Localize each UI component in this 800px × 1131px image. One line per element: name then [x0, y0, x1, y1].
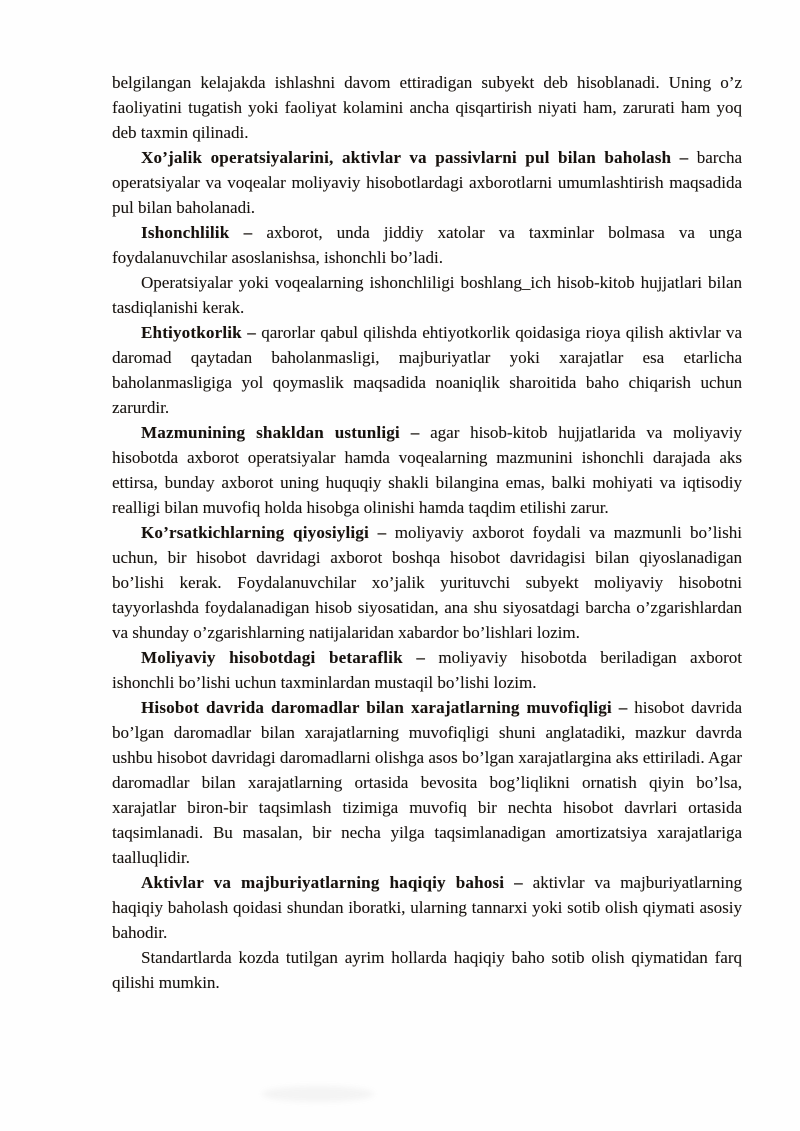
paragraph-text: Standartlarda kozda tutilgan ayrim hollarda haqiqiy baho sotib olish qiymatidan farq qilishi mumkin. [112, 948, 742, 992]
paragraph [112, 945, 742, 995]
paragraph [112, 645, 742, 695]
paragraph-text: hisobot davrida bo’lgan daromadlar bilan xarajatlarning muvofiqligi shuni anglatadiki, mazkur davrda ushbu hisobot davridagi daromadlarni olishga asos bo’lgan xarajatlargina aks ettiriladi. Agar daromadlar bilan xarajatlarning ortasida bevosita bog’liqlikni ornatish qiyin bo’lsa, xarajatlar biron-bir taqsimlash tizimiga muvofiq bir nechta hisobot davrlari ortasida taqsimlanadi. Bu masalan, bir necha yilga taqsimlanadigan amortizatsiya xarajatlariga taalluqlidir. [112, 698, 742, 867]
paragraph [112, 695, 742, 870]
paragraph-text: belgilangan kelajakda ishlashni davom ettiradigan subyekt deb hisoblanadi. Uning o’z faoliyatini tugatish yoki faoliyat kolamini ancha qisqartirish niyati ham, zarurati ham yoq deb taxmin qilinadi. [112, 73, 742, 142]
paragraph-text: agar hisob-kitob hujjatlarida va moliyaviy hisobotda axborot operatsiyalar hamda voqealarning mazmunini ishonchli darajada aks ettirsa, bunday axborot uning huquqiy shakli bilangina emas, balki mohiyati va iqtisodiy realligi bilan muvofiq holda hisobga olinishi hamda taqdim etilishi zarur. [112, 423, 742, 517]
paragraph [112, 870, 742, 945]
paragraph-text: moliyaviy hisobotda beriladigan axborot ishonchli bo’lishi uchun taxminlardan mustaqil bo’lishi lozim. [112, 648, 742, 692]
paragraph-lead: Hisobot davrida daromadlar bilan xarajatlarning muvofiqligi – [141, 698, 628, 717]
paragraph [112, 420, 742, 520]
paragraph [112, 320, 742, 420]
paragraph-lead: Aktivlar va majburiyatlarning haqiqiy bahosi – [141, 873, 523, 892]
paragraph-lead: Mazmunining shakldan ustunligi – [141, 423, 420, 442]
paragraph [112, 270, 742, 320]
paragraph [112, 145, 742, 220]
paragraph [112, 70, 742, 145]
paragraph [112, 520, 742, 645]
paragraph-text: barcha operatsiyalar va voqealar moliyaviy hisobotlardagi axborotlarni umumlashtirish maqsadida pul bilan baholanadi. [112, 148, 742, 217]
paragraph-lead: Ko’rsatkichlarning qiyosiyligi – [141, 523, 387, 542]
paragraph-text: qarorlar qabul qilishda ehtiyotkorlik qoidasiga rioya qilish aktivlar va daromad qaytadan baholanmasligi, majburiyatlar yoki xarajatlar esa etarlicha baholanmasligiga yol qoymaslik maqsadida noaniqlik sharoitida baho chiqarish uchun zarurdir. [112, 323, 742, 417]
scan-smudge-artifact [262, 1086, 374, 1102]
paragraph [112, 220, 742, 270]
paragraph-lead: Xo’jalik operatsiyalarini, aktivlar va passivlarni pul bilan baholash – [141, 148, 689, 167]
paragraph-text: Operatsiyalar yoki voqealarning ishonchliligi boshlang_ich hisob-kitob hujjatlari bilan tasdiqlanishi kerak. [112, 273, 742, 317]
paragraph-lead: Moliyaviy hisobotdagi betaraflik – [141, 648, 426, 667]
paragraph-text: moliyaviy axborot foydali va mazmunli bo’lishi uchun, bir hisobot davridagi axborot boshqa hisobot davridagisi bilan qiyoslanadigan bo’lishi kerak. Foydalanuvchilar xo’jalik yurituvchi subyekt moliyaviy hisobotni tayyorlashda foydalanadigan hisob siyosatidan, ana shu siyosatdagi barcha o’zgarishlardan va shunday o’zgarishlarning natijalaridan xabardor bo’lishlari lozim. [112, 523, 742, 642]
paragraph-text: aktivlar va majburiyatlarning haqiqiy baholash qoidasi shundan iboratki, ularning tannarxi yoki sotib olish qiymati asosiy bahodir. [112, 873, 742, 942]
paragraph-text: axborot, unda jiddiy xatolar va taxminlar bolmasa va unga foydalanuvchilar asoslanishsa, ishonchli bo’ladi. [112, 223, 742, 267]
paragraph-lead: Ehtiyotkorlik – [141, 323, 256, 342]
paragraph-lead: Ishonchlilik – [141, 223, 253, 242]
